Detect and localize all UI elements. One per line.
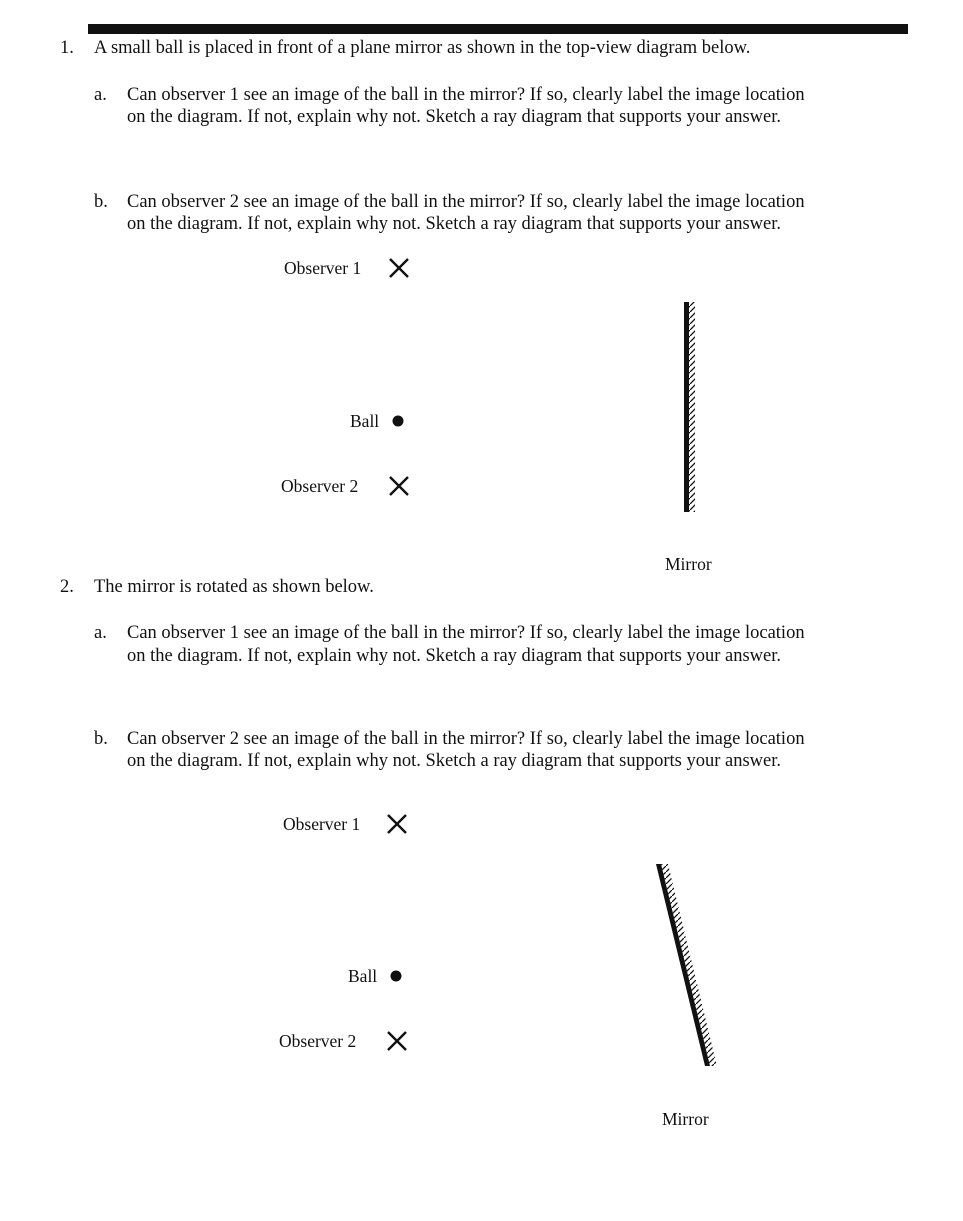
question-1b-line1: Can observer 2 see an image of the ball in the mirror? If so, clearly label the image location [127,192,805,212]
question-1a-letter: a. [94,85,107,105]
question-2a-letter: a. [94,623,107,643]
mirror-icon [672,300,702,514]
x-mark-icon [386,813,408,835]
question-1-number: 1. [60,38,74,58]
observer-1-label: Observer 1 [284,258,362,278]
observer-2-label: Observer 2 [281,476,359,496]
question-2a-line2: on the diagram. If not, explain why not. Sketch a ray diagram that supports your answer. [127,646,782,666]
question-2a-line1: Can observer 1 see an image of the ball in the mirror? If so, clearly label the image location [127,623,805,643]
rotated-mirror-icon [648,860,728,1072]
question-1a-line1: Can observer 1 see an image of the ball in the mirror? If so, clearly label the image location [127,85,805,105]
ball-label: Ball [350,411,380,431]
question-2-number: 2. [60,577,74,597]
question-1-stem: A small ball is placed in front of a plane mirror as shown in the top-view diagram below. [94,38,751,58]
question-1b-letter: b. [94,192,108,212]
x-mark-icon [388,257,410,279]
observer-1-label: Observer 1 [283,814,361,834]
question-1b-line2: on the diagram. If not, explain why not. Sketch a ray diagram that supports your answer. [127,214,782,234]
x-mark-icon [388,475,410,497]
x-mark-icon [386,1030,408,1052]
question-2-stem: The mirror is rotated as shown below. [94,577,374,597]
mirror-label: Mirror [662,1109,709,1129]
question-2b-line2: on the diagram. If not, explain why not. Sketch a ray diagram that supports your answer. [127,751,782,771]
mirror-label: Mirror [665,554,712,574]
header-rule [88,24,908,34]
ball-dot-icon [389,969,403,983]
ball-dot-icon [391,414,405,428]
question-1a-line2: on the diagram. If not, explain why not. Sketch a ray diagram that supports your answer. [127,107,782,127]
question-2b-letter: b. [94,729,108,749]
question-2b-line1: Can observer 2 see an image of the ball in the mirror? If so, clearly label the image location [127,729,805,749]
ball-label: Ball [348,966,378,986]
observer-2-label: Observer 2 [279,1031,357,1051]
